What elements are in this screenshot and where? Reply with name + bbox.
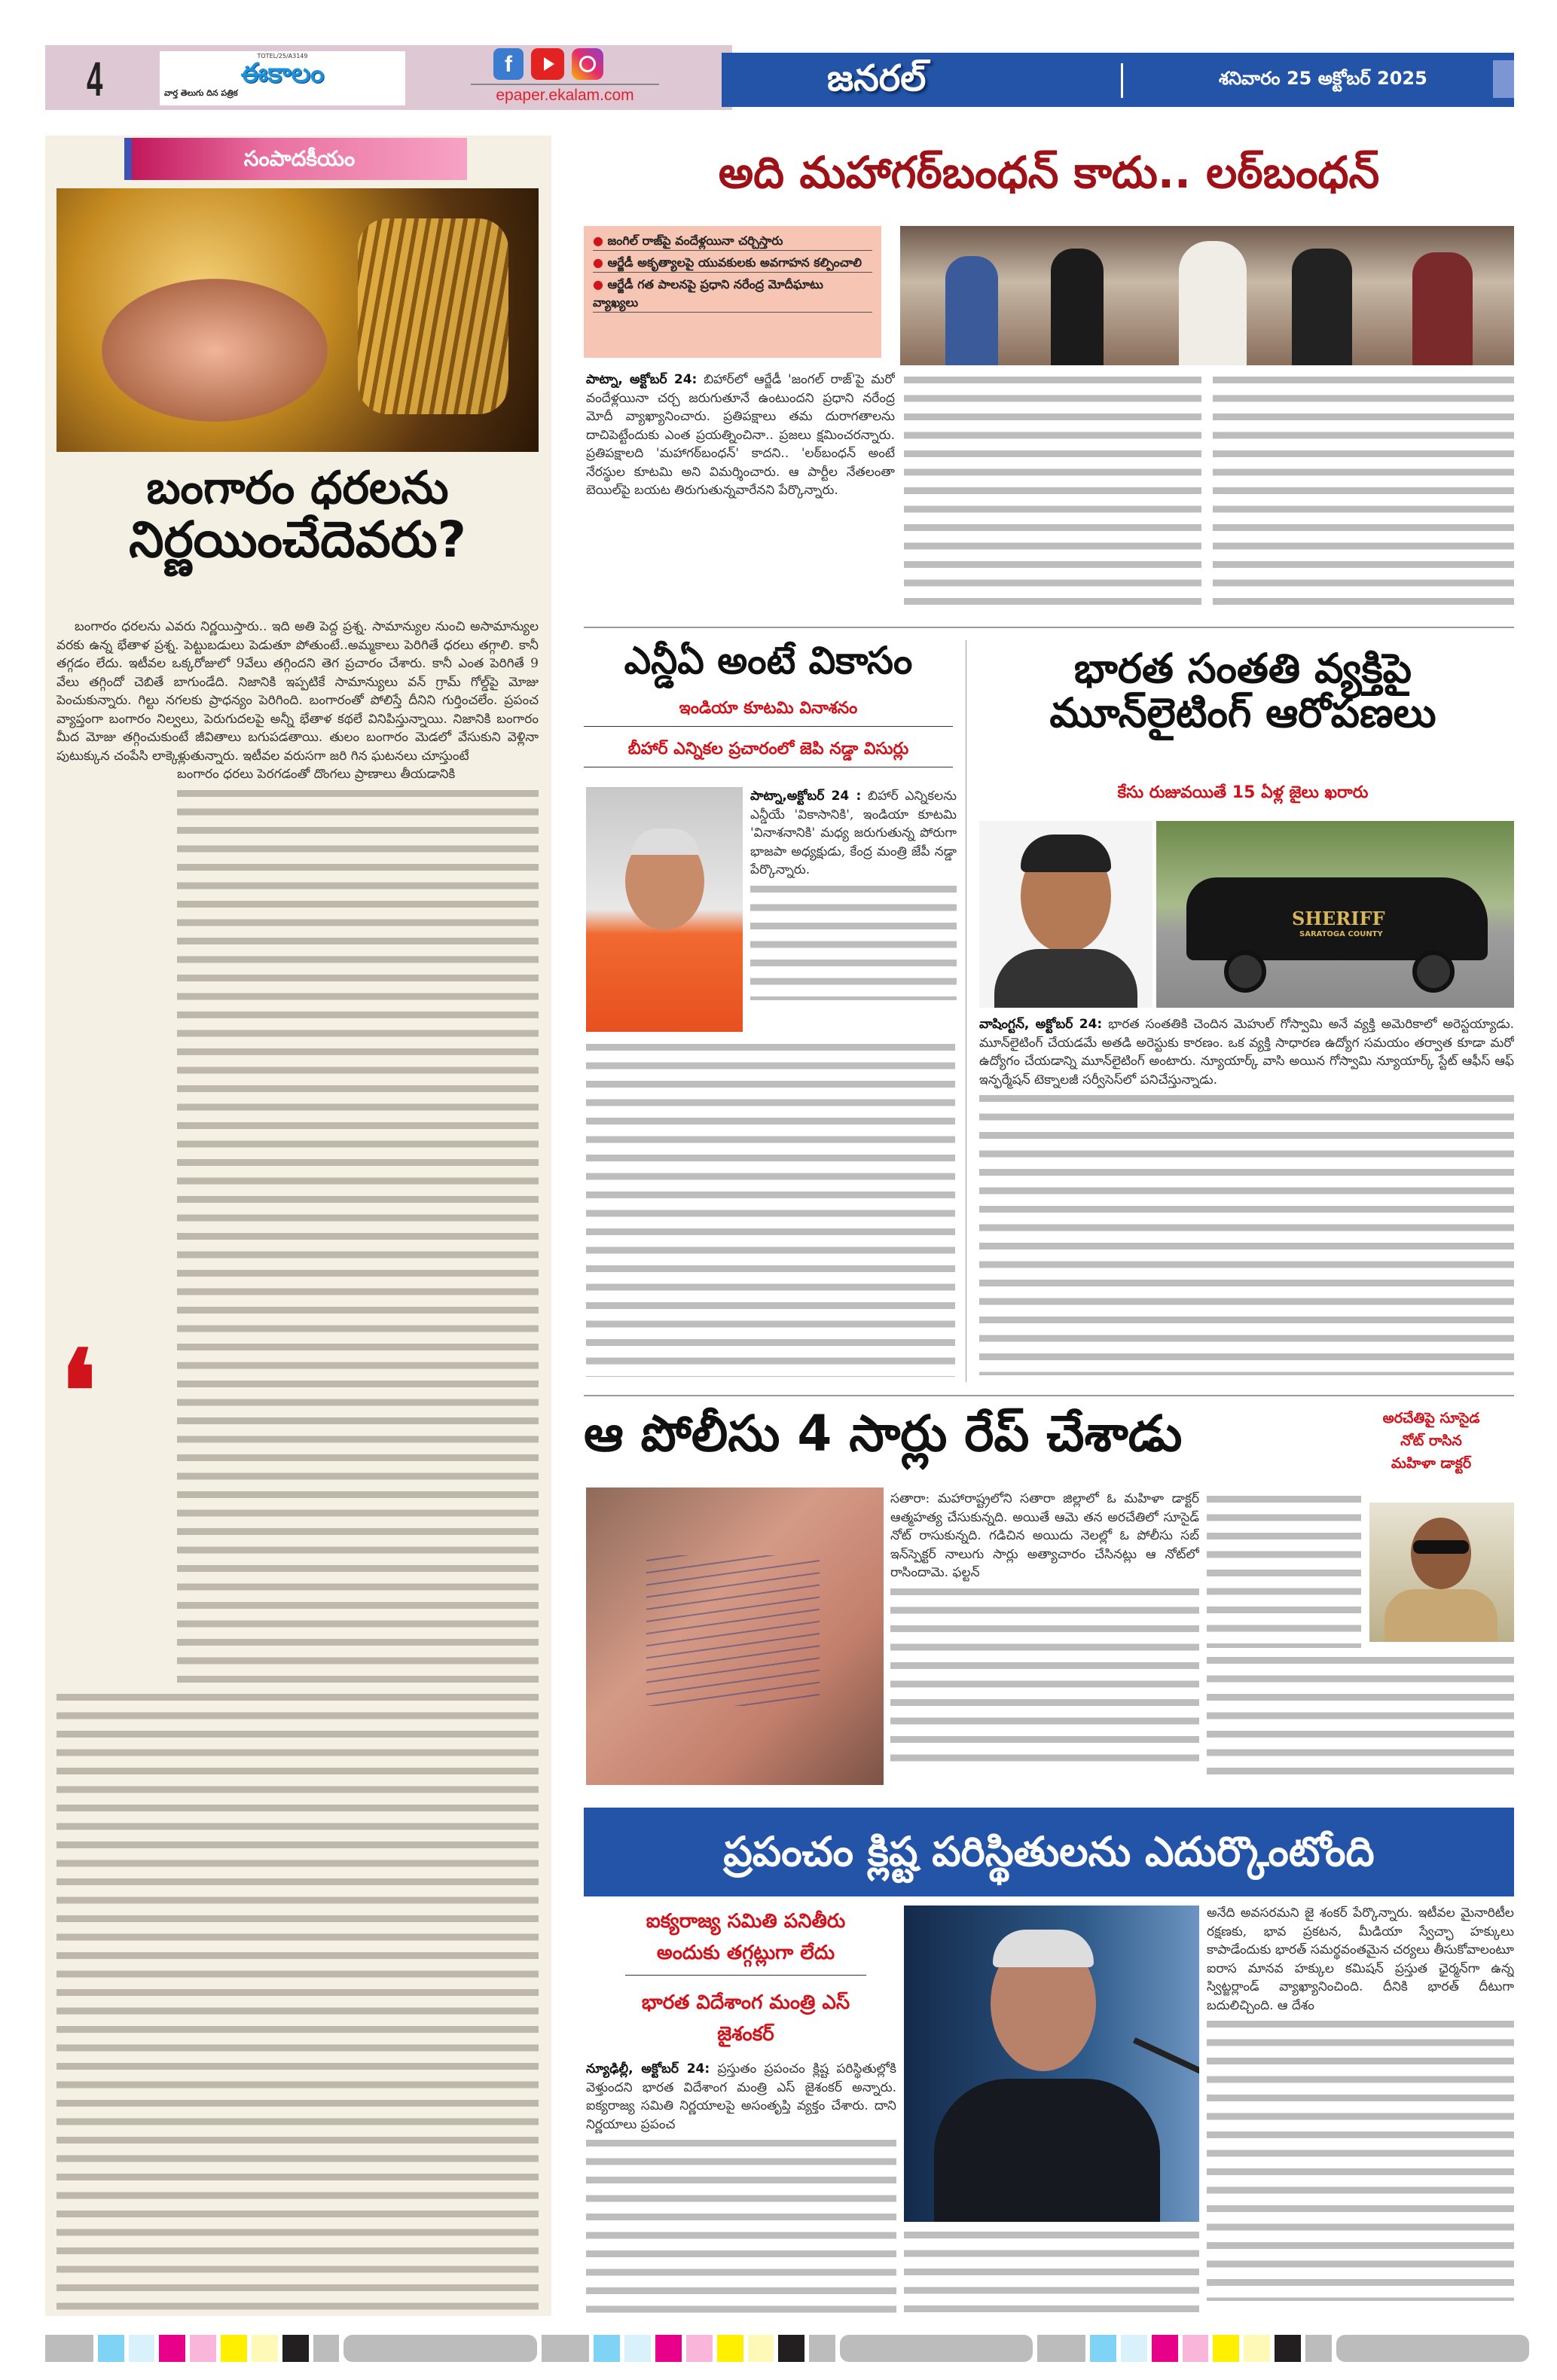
- story3-body: [979, 1015, 1514, 1377]
- side-note-line: అరచేతిపై సూసైడ: [1382, 1410, 1480, 1426]
- story1-body-col2: [904, 371, 1201, 610]
- story5-headline-banner: [584, 1808, 1514, 1896]
- modi-leaders-photo: [900, 226, 1514, 365]
- editorial-label: సంపాదకీయం: [124, 138, 467, 180]
- story3-text: భారత సంతతికి చెందిన మెహుల్ గోస్వామి అనే వ్యక్తి అమెరికాలో అరెస్టయ్యాడు. మూన్‌లైటింగ్ చేయడమే అతడి అరెస్టుకు కారణం. ఒక వ్యక్తి సాధారణ ఉద్యోగ సమయం తర్వాత కూడా మరో ఉద్యోగం చేయడాన్ని మూన్‌లైటింగ్ అంటారు. న్యూయార్క్ వాసి అయిన గోస్వామి న్యూయార్క్ స్టేట్ ఆఫీస్ ఆఫ్ ఇన్ఫర్మేషన్ టెక్నాలజీ సర్వీసెస్‌లో పనిచేస్తున్నాడు.: [979, 1017, 1514, 1088]
- story2-text: బిహార్ ఎన్నికలను ఎన్డీయే 'వికాసానికి', ఇండియా కూటమి 'వినాశనానికి' మధ్య జరుగుతున్న పోరుగా భాజపా అధ్యక్షుడు, కేంద్ర మంత్రి జేపీ నడ్డా పేర్కొన్నారు.: [750, 789, 957, 877]
- palm-note-photo: [586, 1488, 884, 1785]
- story5-sub1: ఐక్యరాజ్య సమితి పనితీరు అందుకు తగ్గట్లుగా లేదు: [625, 1906, 866, 1976]
- editorial-paragraph: బంగారం ధరలను ఎవరు నిర్ణయిస్తారు.. ఇది అతి పెద్ద ప్రశ్న. సామాన్యుల నుంచి అసామాన్యుల వరకు ఉన్న భేతాళ ప్రశ్న. పెట్టుబడులు పెడుతూ పోతుంటే..అమ్మకాలు పెరిగితే ధరలు తగ్గాలి. కానీ తగ్గడం లేదు. ఇటీవల ఒక్కరోజులో 9వేలు తగ్గిందని తెగ ప్రచారం చేశారు. కానీ ఎంత పెరిగితే 9 వేలు తగ్గిందో చెబితే బాగుండేది. నిజానికి ఇప్పటికే సామాన్యులు వన్ గ్రామ్ గోల్డ్‌పై మోజు పెంచుకున్నారు. గిల్టు నగలకు ప్రాధన్యం పెరిగింది. బంగారంతో పోలిస్తే దీనిని గుర్తించలేం. ప్రపంచ వ్యాప్తంగా బంగారం నిల్వలు, పెరుగుదలపై అన్నీ భేతాళ కథలే వినిపిస్తున్నాయి. నిజానికి బంగారం మీద మోజు తగ్గించుకుంటే జీవితాలు బగుపడతాయి. తులం బంగారం మెడలో వేసుకుని వెళ్లినా పుటుక్కున చంపేసి లాక్కెళ్లుతున్నారు. ఇటీవల వరుసగా జరి గిన ఘటనలు చూస్తుంటే: [56, 619, 539, 764]
- story2-sub1: ఇండియా కూటమి వినాశనం: [584, 699, 953, 727]
- editorial-text-continued: [56, 1688, 539, 2313]
- social-icons: [493, 48, 603, 80]
- story2-headline: ఎన్డీఏ అంటే వికాసం: [624, 639, 913, 682]
- story1-headline: అది మహాగఠ్‌బంధన్ కాదు.. లఠ్‌బంధన్: [718, 147, 1380, 198]
- story4-text: సతారా: మహారాష్ట్రలోని సతారా జిల్లాలో ఓ మహిళా డాక్టర్ ఆత్మహత్య చేసుకున్నది. అయితే ఆమె తన అరచేతిలో సూసైడ్ నోట్ రాసుకున్నది. గడిచిన అయిదు నెలల్లో ఓ పోలీసు సబ్ ఇన్‌స్పెక్టర్ నాలుగు సార్లు అత్యాచారం చేసినట్లు ఆ నోట్‌లో రాసిందామె. ఫల్టన్: [890, 1491, 1199, 1580]
- quote-mark-icon: ❛: [60, 1326, 97, 1458]
- story2-dateline: పాట్నా,అక్టోబర్ 24 :: [750, 789, 862, 804]
- logo[interactable]: [160, 51, 405, 105]
- story5-text-right: అనేది అవసరమని జై శంకర్ పేర్కొన్నారు. ఇటీవల మైనారిటీల రక్షణకు, భావ ప్రకటన, మీడియా స్వేచ్ఛా హక్కులు కాపాడేందుకు భారత్ సమర్థవంతమైన చర్యలు తీసుకోవాలంటూ ఐరాస మానవ హక్కుల కమిషన్ ప్రస్తుత ఛైర్మన్‌గా ఉన్న స్విట్జర్లాండ్ వ్యాఖ్యానించింది. దీనికి భారత్ దీటుగా బదులిచ్చింది. ఆ దేశం: [1207, 1906, 1514, 2013]
- side-note-line: మహిళా డాక్టర్: [1391, 1455, 1472, 1472]
- story1-body: [586, 371, 895, 612]
- story5-headline: ప్రపంచం క్లిష్ట పరిస్థితులను ఎదుర్కొంటోంది: [723, 1828, 1375, 1875]
- facebook-icon[interactable]: f: [493, 48, 524, 80]
- divider: [1121, 63, 1123, 98]
- jaishankar-photo: [904, 1906, 1199, 2222]
- story4-body-col3: [1207, 1651, 1514, 1785]
- editorial-text-continued: [177, 784, 539, 1688]
- story2-body-continued: [586, 1038, 955, 1377]
- section-title: జనరల్: [827, 57, 927, 99]
- story3-headline: [972, 646, 1514, 736]
- highlight-item: ● ఆర్జేడీ అకృత్యాలపై యువకులకు అవగాహన కల్పించాలి: [593, 254, 872, 273]
- section-tab: [1493, 60, 1514, 98]
- section-banner: [722, 53, 1514, 107]
- registration-bar: [45, 2335, 1529, 2362]
- story4-body: [890, 1490, 1199, 1785]
- sheriff-car-photo: [1156, 821, 1514, 1008]
- story2-sub2: బీహార్ ఎన్నికల ప్రచారంలో జెపి నడ్డా విసుర్లు: [584, 740, 953, 767]
- youtube-icon[interactable]: [531, 48, 564, 80]
- website-link[interactable]: epaper.ekalam.com: [471, 84, 659, 105]
- car-sheriff-text: SHERIFF: [1292, 908, 1385, 929]
- editorial-headline-line2: నిర్ణయించేదెవరు?: [129, 511, 466, 569]
- story5-dateline: న్యూఢిల్లీ, అక్టోబర్ 24:: [586, 2061, 710, 2076]
- story4-side-note: [1348, 1407, 1514, 1475]
- story3-dateline: వాషింగ్టన్, అక్టోబర్ 24:: [979, 1017, 1103, 1032]
- story3-headline-line2: మూన్‌లైటింగ్ ఆరోపణలు: [1049, 689, 1436, 737]
- story5-body: [586, 2060, 896, 2316]
- highlight-item: ● జంగిల్ రాజ్‌పై వందేళ్లయినా చర్చిస్తారు: [593, 232, 872, 251]
- editorial-headline: [53, 463, 542, 568]
- editorial-headline-line1: బంగారం ధరలను: [146, 462, 449, 514]
- page-number: 4: [87, 52, 103, 106]
- issue-date: శనివారం 25 అక్టోబర్ 2025: [1219, 68, 1427, 89]
- mehul-goswami-photo: [979, 821, 1152, 1008]
- editorial-body: [56, 618, 539, 2312]
- story1-text: బిహార్‌లో ఆర్జేడీ 'జంగల్ రాజ్'పై మరో వందేళ్లయినా చర్చ జరుగుతూనే ఉంటుందని ప్రధాని నరేంద్ర మోదీ వ్యాఖ్యానించారు. ప్రతిపక్షాలు తమ దురాగతాలను దాచిపెట్టేందుకు ఎంత ప్రయత్నించినా.. ప్రజలు క్షమించరన్నారు. ప్రతిపక్షాలది 'మహాగఠ్‌బంధన్' కాదని.. 'లఠ్‌బంధన్ అంటే నేరస్థుల కూటమి అని విమర్శించారు. ఆ పార్టీల నేతలంతా బెయిల్‌పై బయట తిరుగుతున్నవారేనని పేర్కొన్నారు.: [586, 372, 895, 498]
- story5-body-right: [1207, 1904, 1514, 2316]
- story4-body-col2: [1207, 1490, 1361, 1648]
- side-note-line: నోట్ రాసిన: [1400, 1433, 1462, 1449]
- instagram-icon[interactable]: [572, 48, 603, 80]
- highlight-item: ● ఆర్జేడీ గత పాలనపై ప్రధాని నరేంద్ర మోదీఘాటు వ్యాఖ్యలు: [593, 276, 872, 313]
- story3-sub: కేసు రుజువయితే 15 ఏళ్ల జైలు ఖరారు: [1117, 783, 1369, 802]
- story2-body: [750, 787, 957, 1036]
- story5-text: ప్రస్తుతం ప్రపంచం క్లిష్ట పరిస్థితుల్లోకి వెళ్తుందని భారత విదేశాంగ మంత్రి ఎస్ జైశంకర్ అన్నారు. ఐక్యరాజ్య సమితి నిర్ణయాలపై అసంతృప్తి వ్యక్తం చేశారు. దాని నిర్ణయాలు ప్రపంచ: [586, 2061, 896, 2132]
- divider: [584, 1395, 1514, 1396]
- car-county-text: SARATOGA COUNTY: [1299, 930, 1383, 938]
- logo-text: ఈకాలం: [240, 58, 325, 89]
- story5-sub2: భారత విదేశాంగ మంత్రి ఎస్ జైశంకర్: [641, 1991, 850, 2046]
- story4-headline: ఆ పోలీసు 4 సార్లు రేప్ చేశాడు: [584, 1405, 1183, 1463]
- logo-tagline: వార్త తెలుగు దిన పత్రిక: [164, 88, 238, 98]
- story1-body-col3: [1213, 371, 1514, 610]
- story5-photo-caption-text: [904, 2226, 1199, 2316]
- divider: [584, 627, 1514, 628]
- story1-highlights: [584, 226, 881, 358]
- story1-dateline: పాట్నా, అక్టోబర్ 24:: [586, 372, 698, 387]
- story3-headline-line1: భారత సంతతి వ్యక్తిపై: [1073, 645, 1412, 692]
- police-officer-photo: [1369, 1503, 1514, 1642]
- logo-reg: TOTEL/25/A3149: [257, 53, 308, 60]
- gold-jewellery-photo: [56, 188, 539, 452]
- jp-nadda-photo: [586, 787, 743, 1032]
- editorial-paragraph: బంగారం ధరలు పెరగడంతో దొంగలు ప్రాణాలు తీయడానికి: [177, 767, 456, 782]
